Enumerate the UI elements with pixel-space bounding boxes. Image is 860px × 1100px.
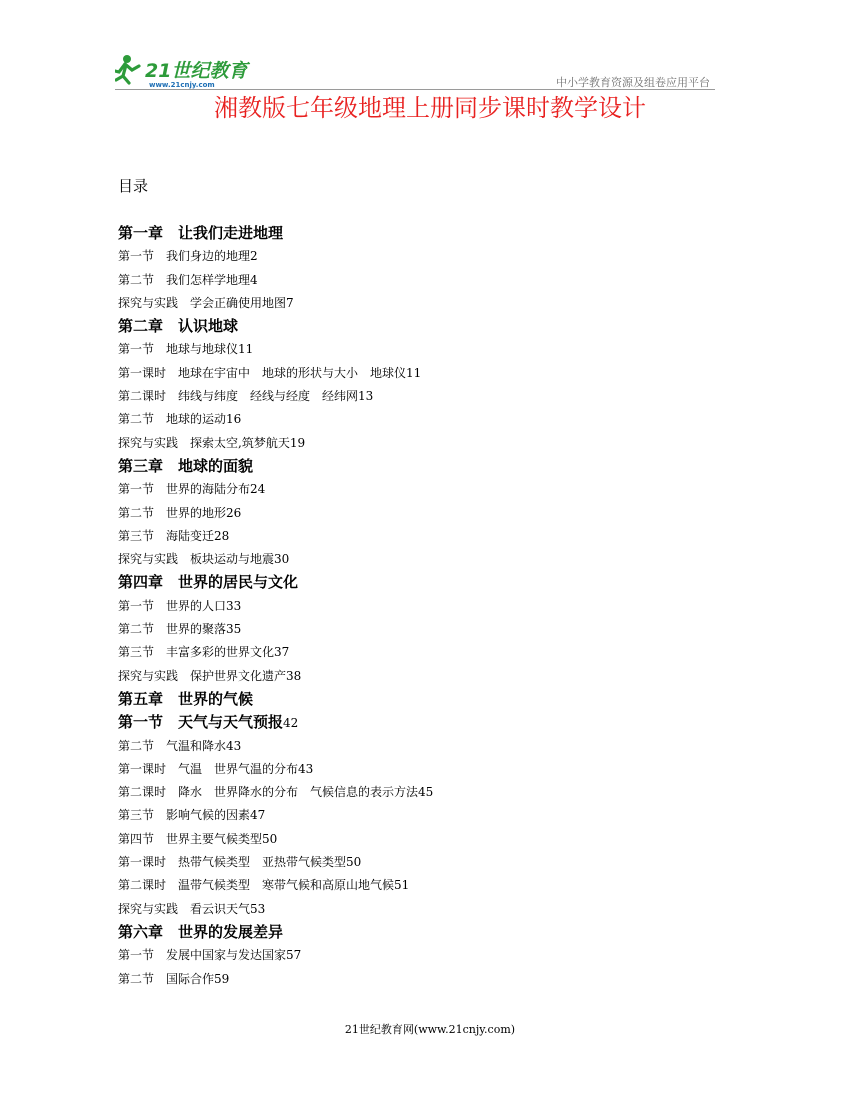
toc-page-number: 30	[274, 552, 290, 567]
platform-tagline: 中小学教育资源及组卷应用平台	[556, 76, 710, 89]
toc-page-number: 16	[226, 412, 242, 427]
toc-entry-label: 第二节 我们怎样学地理	[118, 272, 251, 287]
toc-section-entry[interactable]	[118, 898, 758, 921]
toc-entry-label: 第四节 世界主要气候类型	[118, 831, 263, 846]
toc-entry-label: 第二课时 纬线与纬度 经线与经度 经纬网	[118, 389, 359, 404]
toc-page-number: 11	[238, 342, 254, 357]
page-footer: 21世纪教育网(www.21cnjy.com)	[344, 1023, 516, 1036]
toc-section-entry[interactable]	[118, 781, 758, 804]
toc-section-entry[interactable]	[118, 525, 758, 548]
toc-entry-label: 探究与实践 学会正确使用地图	[118, 295, 287, 310]
toc-page-number: 11	[406, 365, 422, 380]
toc-page-number: 45	[418, 785, 434, 800]
toc-section-entry[interactable]	[118, 478, 758, 501]
toc-entry-label: 第一节 世界的海陆分布	[118, 482, 251, 497]
toc-entry-label: 第一节 天气与天气预报	[118, 713, 284, 732]
toc-chapter-entry[interactable]	[118, 571, 758, 594]
toc-entry-label: 探究与实践 板块运动与地震	[118, 552, 275, 567]
21cnjy-logo	[115, 52, 260, 90]
toc-page-number: 24	[250, 482, 266, 497]
toc-chapter-entry[interactable]	[118, 455, 758, 478]
toc-page-number: 42	[283, 716, 299, 731]
toc-page-number: 35	[226, 622, 242, 637]
toc-entry-label: 第一节 发展中国家与发达国家	[118, 948, 287, 963]
toc-chapter-entry[interactable]	[118, 315, 758, 338]
toc-section-entry[interactable]	[118, 292, 758, 315]
toc-entry-label: 第二节 世界的地形	[118, 505, 227, 520]
toc-page-number: 50	[346, 855, 362, 870]
toc-entry-label: 第二课时 温带气候类型 寒带气候和高原山地气候	[118, 878, 395, 893]
logo-wordmark: 21世纪教育	[145, 60, 248, 82]
toc-entry-label: 探究与实践 探索太空,筑梦航天	[118, 435, 290, 450]
toc-page-number: 4	[250, 272, 258, 287]
toc-entry-label: 探究与实践 保护世界文化遗产	[118, 668, 287, 683]
toc-section-entry[interactable]	[118, 595, 758, 618]
toc-heading: 目录	[118, 177, 149, 195]
toc-section-entry[interactable]	[118, 408, 758, 431]
logo-url: www.21cnjy.com	[149, 81, 215, 89]
toc-section-entry[interactable]	[118, 758, 758, 781]
toc-page-number: 13	[358, 389, 374, 404]
toc-entry-label: 第一课时 气温 世界气温的分布	[118, 761, 299, 776]
toc-page-number: 47	[250, 808, 266, 823]
toc-entry-label: 第三节 丰富多彩的世界文化	[118, 645, 275, 660]
toc-section-entry[interactable]	[118, 735, 758, 758]
toc-section-entry[interactable]	[118, 665, 758, 688]
toc-entry-label: 第三节 影响气候的因素	[118, 808, 251, 823]
toc-chapter-entry[interactable]	[118, 711, 758, 734]
toc-section-entry[interactable]	[118, 944, 758, 967]
toc-entry-label: 第二节 世界的聚落	[118, 622, 227, 637]
toc-entry-label: 第一节 地球与地球仪	[118, 342, 239, 357]
toc-page-number: 19	[289, 435, 306, 450]
page-header	[115, 52, 715, 92]
toc-chapter-entry[interactable]	[118, 222, 758, 245]
toc-page-number: 53	[250, 901, 266, 916]
toc-entry-label: 第二节 国际合作	[118, 971, 215, 986]
toc-section-entry[interactable]	[118, 548, 758, 571]
toc-entry-label: 探究与实践 看云识天气	[118, 901, 251, 916]
toc-page-number: 51	[394, 878, 410, 893]
toc-section-entry[interactable]	[118, 851, 758, 874]
toc-section-entry[interactable]	[118, 828, 758, 851]
toc-chapter-entry[interactable]	[118, 688, 758, 711]
toc-entry-label: 第一课时 热带气候类型 亚热带气候类型	[118, 855, 347, 870]
toc-page-number: 7	[286, 295, 294, 310]
toc-section-entry[interactable]	[118, 618, 758, 641]
toc-section-entry[interactable]	[118, 432, 758, 455]
toc-page-number: 43	[226, 738, 242, 753]
toc-entry-label: 第三节 海陆变迁	[118, 528, 215, 543]
toc-entry-label: 第一章 让我们走进地理	[118, 224, 284, 242]
toc-section-entry[interactable]	[118, 245, 758, 268]
toc-entry-label: 第二章 认识地球	[118, 317, 239, 336]
toc-entry-label: 第二节 气温和降水	[118, 738, 227, 753]
toc-page-number: 37	[274, 645, 290, 660]
toc-entry-label: 第一节 我们身边的地理	[118, 249, 251, 264]
table-of-contents	[118, 222, 758, 991]
toc-entry-label: 第三章 地球的面貌	[118, 456, 254, 475]
toc-entry-label: 第六章 世界的发展差异	[118, 922, 284, 941]
toc-section-entry[interactable]	[118, 269, 758, 292]
document-title: 湘教版七年级地理上册同步课时教学设计	[214, 94, 646, 122]
toc-page-number: 59	[214, 971, 230, 986]
toc-section-entry[interactable]	[118, 362, 758, 385]
runner-icon	[115, 55, 139, 83]
toc-entry-label: 第四章 世界的居民与文化	[118, 573, 299, 592]
toc-section-entry[interactable]	[118, 874, 758, 897]
toc-section-entry[interactable]	[118, 641, 758, 664]
toc-page-number: 43	[298, 761, 314, 776]
toc-page-number: 2	[250, 249, 258, 264]
toc-page-number: 28	[214, 528, 230, 543]
toc-entry-label: 第一节 世界的人口	[118, 598, 227, 613]
toc-entry-label: 第二节 地球的运动	[118, 412, 227, 427]
toc-page-number: 33	[226, 598, 242, 613]
toc-entry-label: 第二课时 降水 世界降水的分布 气候信息的表示方法	[118, 785, 419, 800]
toc-chapter-entry[interactable]	[118, 921, 758, 944]
toc-section-entry[interactable]	[118, 338, 758, 361]
toc-page-number: 38	[286, 668, 302, 683]
toc-page-number: 50	[262, 831, 278, 846]
toc-entry-label: 第五章 世界的气候	[118, 689, 254, 708]
toc-section-entry[interactable]	[118, 968, 758, 991]
toc-section-entry[interactable]	[118, 502, 758, 525]
toc-section-entry[interactable]	[118, 804, 758, 827]
toc-entry-label: 第一课时 地球在宇宙中 地球的形状与大小 地球仪	[118, 365, 407, 380]
toc-section-entry[interactable]	[118, 385, 758, 408]
toc-page-number: 57	[286, 948, 302, 963]
toc-page-number: 26	[226, 505, 242, 520]
